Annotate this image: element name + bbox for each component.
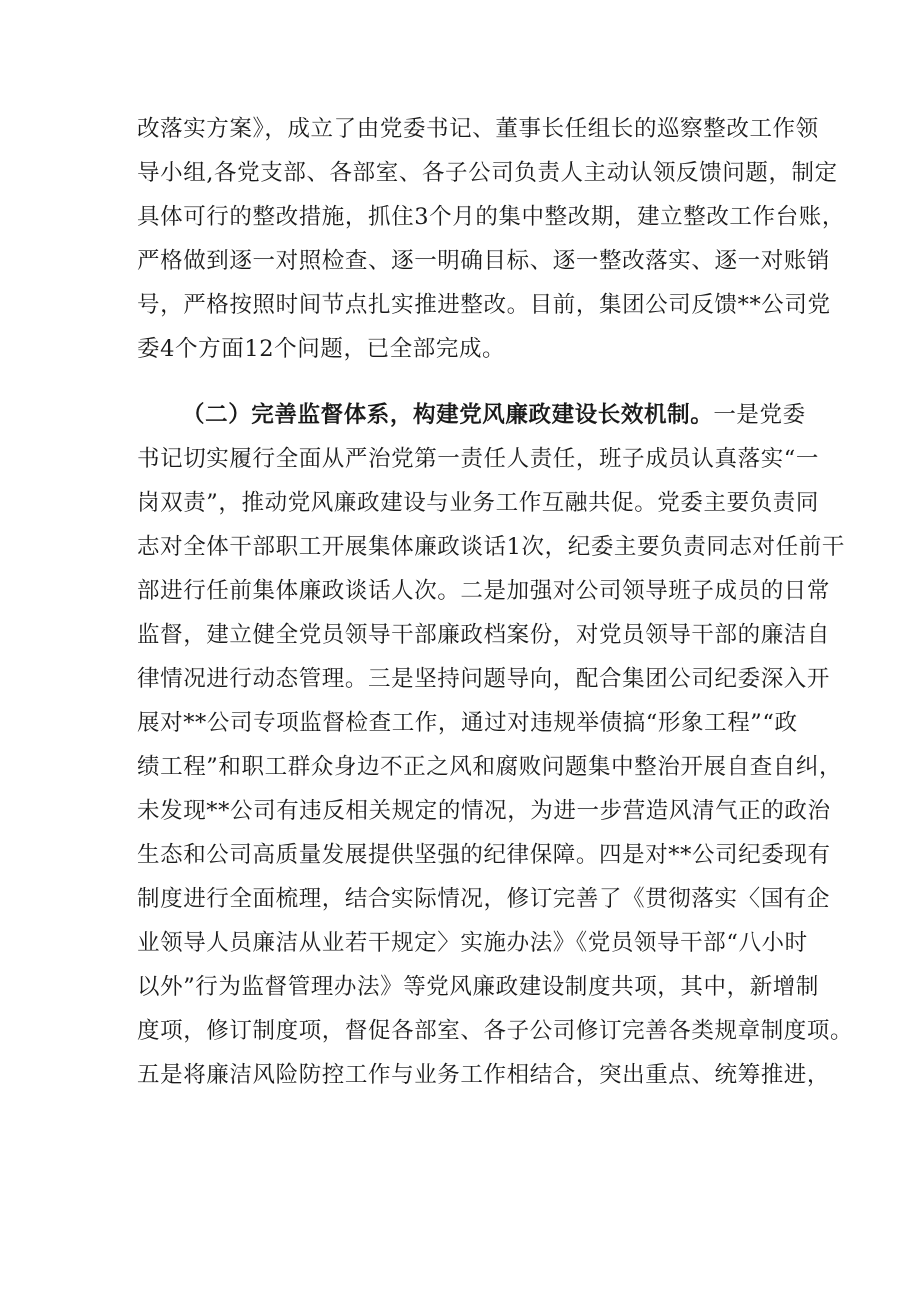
text-line: 生态和公司高质量发展提供坚强的纪律保障。四是对**公司纪委现有 [137, 842, 831, 868]
section-heading: （二）完善监督体系，构建党风廉政建设长效机制。 [182, 402, 714, 428]
text-line: 导小组,各党支部、各部室、各子公司负责人主动认领反馈问题，制定 [137, 160, 838, 186]
text-line: 改落实方案》，成立了由党委书记、董事长任组长的巡察整改工作领 [137, 116, 819, 142]
text-line: 委4个方面12个问题，已全部完成。 [137, 336, 506, 362]
text-line: 绩工程”和职工群众身边不正之风和腐败问题集中整治开展自查自纠， [137, 754, 843, 780]
text-line: 度项，修订制度项，督促各部室、各子公司修订完善各类规章制度项。 [137, 1018, 854, 1044]
text-line: 展对**公司专项监督检查工作，通过对违规举债搞“形象工程”“政 [137, 710, 798, 736]
text-line: 岗双责”，推动党风廉政建设与业务工作互融共促。党委主要负责同 [137, 490, 820, 516]
text-line: 监督，建立健全党员领导干部廉政档案份，对党员领导干部的廉洁自 [137, 622, 831, 648]
text-line: 具体可行的整改措施，抓住3个月的集中整改期，建立整改工作台账， [137, 204, 845, 230]
text-line: 严格做到逐一对照检查、逐一明确目标、逐一整改落实、逐一对账销 [137, 248, 831, 274]
text-line: 号，严格按照时间节点扎实推进整改。目前，集团公司反馈**公司党 [137, 292, 831, 318]
text-line: 书记切实履行全面从严治党第一责任人责任，班子成员认真落实“一 [137, 446, 820, 472]
text-line: 业领导人员廉洁从业若干规定〉实施办法》《党员领导干部“八小时 [137, 930, 808, 956]
text-line: 部进行任前集体廉政谈话人次。二是加强对公司领导班子成员的日常 [137, 578, 831, 604]
text-line: 制度进行全面梳理，结合实际情况，修订完善了《贯彻落实〈国有企 [137, 886, 831, 912]
section-heading-line [182, 396, 806, 434]
heading-line-continuation: 一是党委 [713, 402, 806, 428]
text-line: 未发现**公司有违反相关规定的情况，为进一步营造风清气正的政治 [137, 798, 831, 824]
text-line: 志对全体干部职工开展集体廉政谈话1次，纪委主要负责同志对任前干 [137, 534, 845, 560]
text-line: 五是将廉洁风险防控工作与业务工作相结合，突出重点、统筹推进， [137, 1062, 831, 1088]
text-line: 律情况进行动态管理。三是坚持问题导向，配合集团公司纪委深入开 [137, 666, 831, 692]
text-line: 以外”行为监督管理办法》等党风廉政建设制度共项，其中，新增制 [137, 974, 820, 1000]
